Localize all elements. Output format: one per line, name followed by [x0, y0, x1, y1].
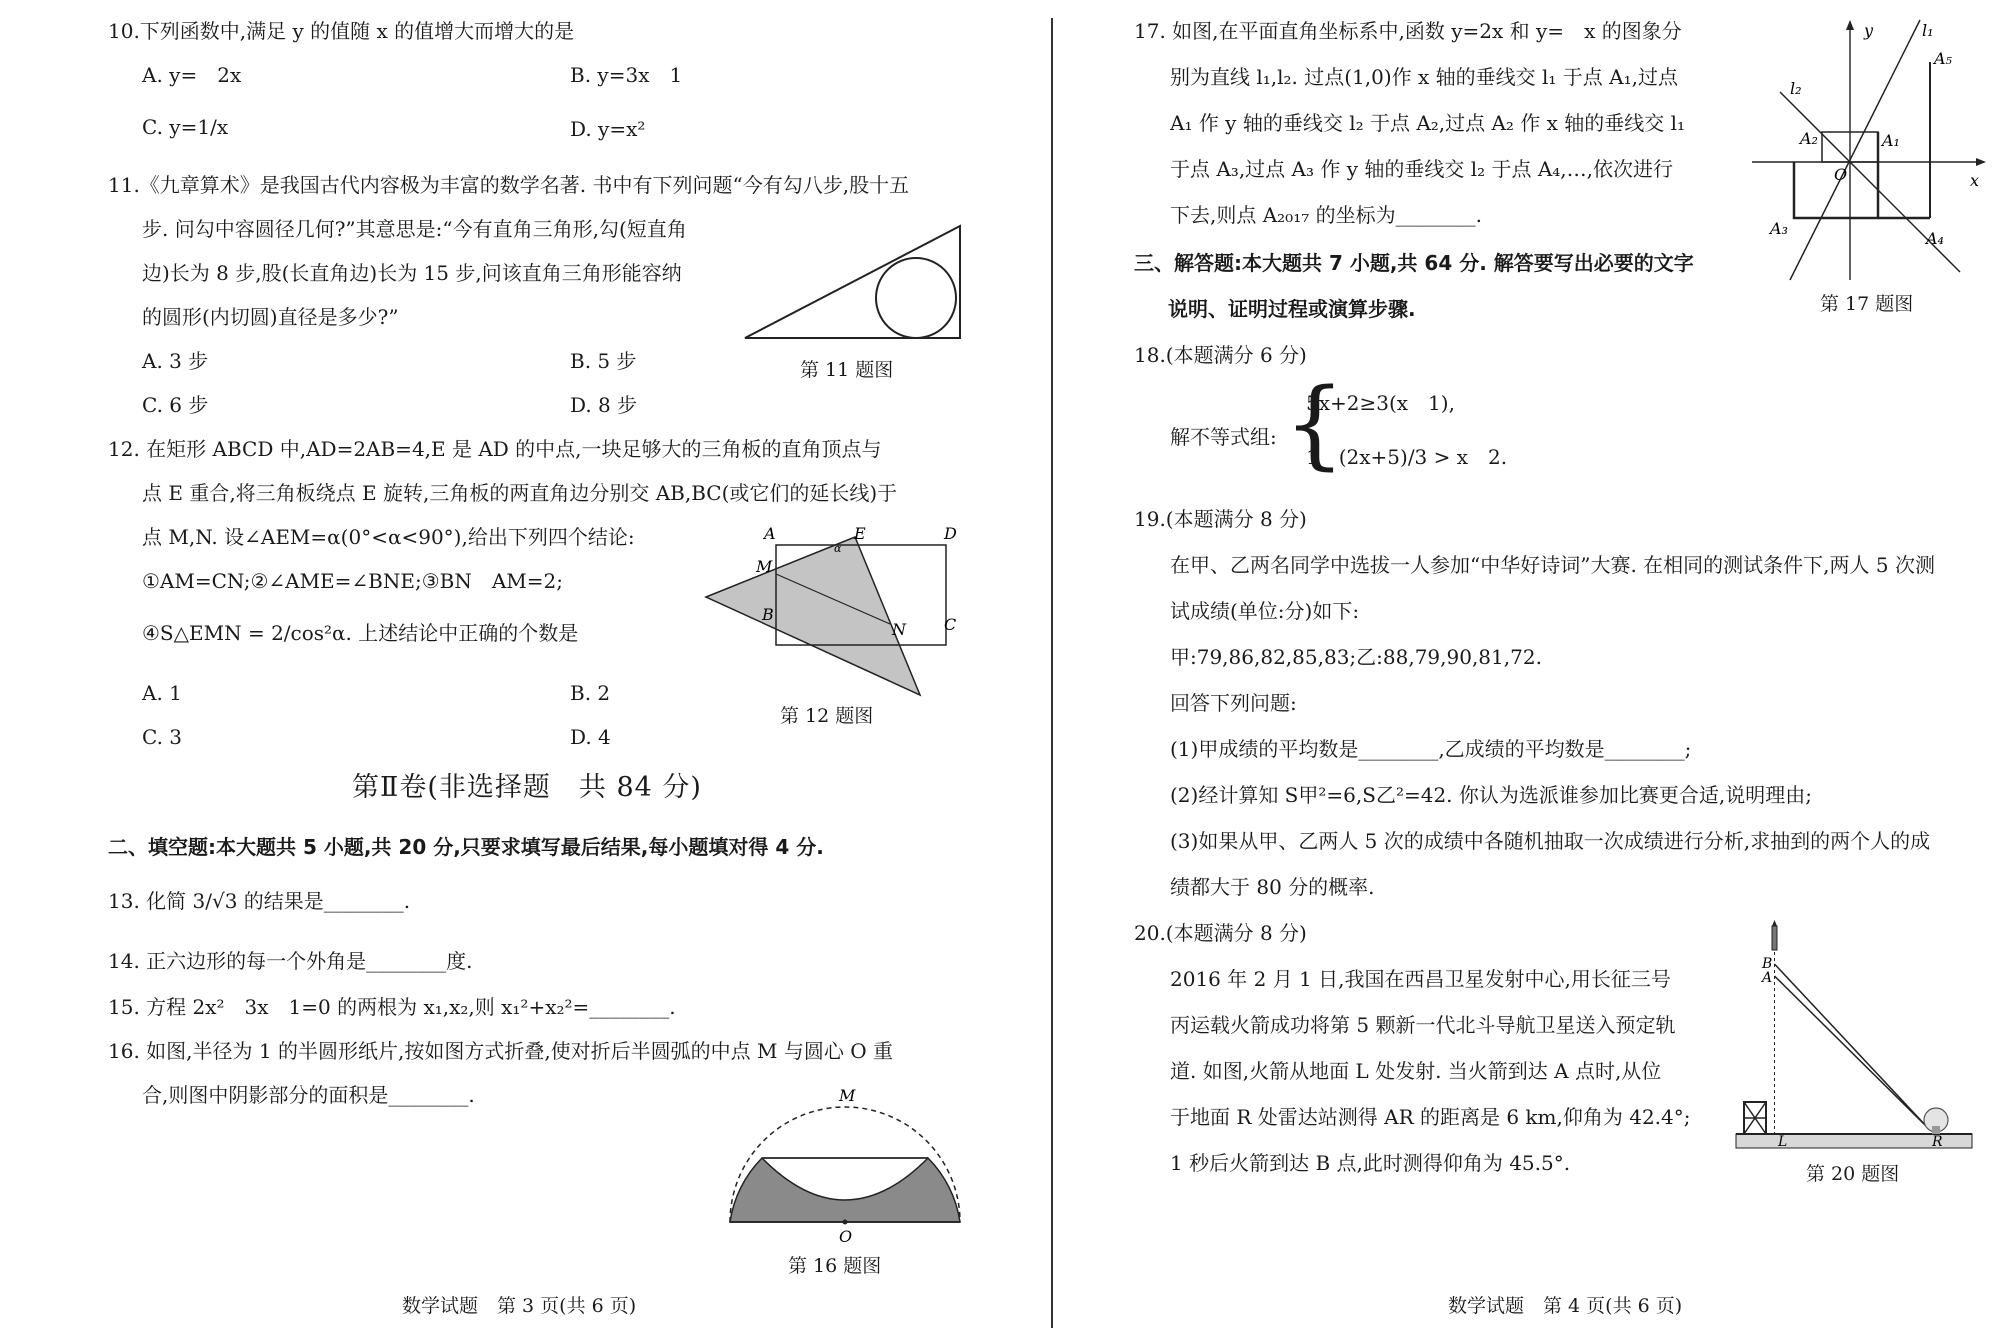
q10-option-a: A. y= 2x	[142, 63, 242, 87]
q16-figure	[720, 1084, 970, 1244]
q17-label-a2: A₂	[1800, 129, 1818, 148]
q18-inequality-1: 5x+2≥3(x 1),	[1306, 391, 1455, 415]
q10-stem: 10.下列函数中,满足 y 的值随 x 的值增大而增大的是	[108, 19, 575, 43]
q12-option-b: B. 2	[570, 681, 611, 705]
q19-line4: 回答下列问题:	[1170, 691, 1297, 715]
q12-label-b: B	[762, 605, 774, 624]
q12-option-a: A. 1	[142, 681, 182, 705]
q12-line2: 点 E 重合,将三角板绕点 E 旋转,三角板的两直角边分别交 AB,BC(或它们的延长线)于	[142, 481, 898, 505]
solve-header-line1: 三、解答题:本大题共 7 小题,共 64 分. 解答要写出必要的文字	[1134, 251, 1694, 275]
fill-in-header: 二、填空题:本大题共 5 小题,共 20 分,只要求填写最后结果,每小题填对得 4 分.	[108, 835, 824, 859]
q12-label-e: E	[854, 524, 866, 543]
q17-label-a3: A₃	[1770, 219, 1788, 238]
q17-line4: 于点 A₃,过点 A₃ 作 y 轴的垂线交 l₂ 于点 A₄,…,依次进行	[1170, 157, 1674, 181]
q13: 13. 化简 3/√3 的结果是________.	[108, 889, 411, 913]
q16-caption: 第 16 题图	[788, 1255, 882, 1277]
q17-label-l2: l₂	[1790, 79, 1802, 98]
q20-label-r: R	[1932, 1134, 1943, 1150]
q12-option-d: D. 4	[570, 725, 611, 749]
q11-figure	[740, 222, 965, 344]
q12-label-n: N	[892, 620, 906, 639]
q19-line3: 甲:79,86,82,85,83;乙:88,79,90,81,72.	[1170, 645, 1542, 669]
q18-lead: 解不等式组:	[1170, 425, 1277, 449]
q17-line5: 下去,则点 A₂₀₁₇ 的坐标为________.	[1170, 203, 1482, 227]
q12-line4: ①AM=CN;②∠AME=∠BNE;③BN AM=2;	[142, 569, 563, 593]
q17-label-a4: A₄	[1926, 229, 1944, 248]
q20-line4: 于地面 R 处雷达站测得 AR 的距离是 6 km,仰角为 42.4°;	[1170, 1105, 1691, 1129]
q19-line7: (3)如果从甲、乙两人 5 次的成绩中各随机抽取一次成绩进行分析,求抽到的两个人的成	[1170, 829, 1931, 853]
q20-label-l: L	[1778, 1134, 1788, 1150]
q17-line2: 别为直线 l₁,l₂. 过点(1,0)作 x 轴的垂线交 l₁ 于点 A₁,过点	[1170, 65, 1678, 89]
q12-label-d: D	[944, 524, 957, 543]
q20-head: 20.(本题满分 8 分)	[1134, 921, 1307, 945]
q11-option-c: C. 6 步	[142, 393, 209, 417]
q17-line3: A₁ 作 y 轴的垂线交 l₂ 于点 A₂,过点 A₂ 作 x 轴的垂线交 l₁	[1170, 111, 1686, 135]
q11-option-a: A. 3 步	[142, 349, 209, 373]
q17-label-y: y	[1864, 21, 1874, 40]
page-footer-right: 数学试题 第 4 页(共 6 页)	[1448, 1295, 1683, 1317]
q12-line1: 12. 在矩形 ABCD 中,AD=2AB=4,E 是 AD 的中点,一块足够大的三角板的直角顶点与	[108, 437, 882, 461]
q17-label-o: O	[1834, 165, 1848, 184]
q14: 14. 正六边形的每一个外角是________度.	[108, 949, 473, 973]
q11-option-b: B. 5 步	[570, 349, 637, 373]
q11-line3: 边)长为 8 步,股(长直角边)长为 15 步,问该直角三角形能容纳	[142, 261, 682, 285]
q19-line5: (1)甲成绩的平均数是________,乙成绩的平均数是________;	[1170, 737, 1692, 761]
q16-line1: 16. 如图,半径为 1 的半圆形纸片,按如图方式折叠,使对折后半圆弧的中点 M 与圆心 O 重	[108, 1039, 893, 1063]
q12-figure	[700, 520, 970, 700]
q19-line1: 在甲、乙两名同学中选拔一人参加“中华好诗词”大赛. 在相同的测试条件下,两人 5 次测	[1170, 553, 1935, 577]
q12-label-a: A	[764, 524, 776, 543]
q19-head: 19.(本题满分 8 分)	[1134, 507, 1307, 531]
q11-line1: 11.《九章算术》是我国古代内容极为丰富的数学名著. 书中有下列问题“今有勾八步,股十五	[108, 173, 910, 197]
q17-label-a5: A₅	[1934, 49, 1952, 68]
solve-header-line2: 说明、证明过程或演算步骤.	[1168, 297, 1416, 321]
q10-option-b: B. y=3x 1	[570, 63, 683, 87]
q12-label-m: M	[756, 557, 773, 576]
q16-line2: 合,则图中阴影部分的面积是________.	[142, 1083, 475, 1107]
q20-caption: 第 20 题图	[1806, 1163, 1900, 1185]
q12-label-c: C	[944, 615, 957, 634]
q17-label-l1: l₁	[1922, 21, 1934, 40]
q17-label-x: x	[1970, 171, 1980, 190]
q16-label-m: M	[839, 1086, 856, 1105]
page-footer-left: 数学试题 第 3 页(共 6 页)	[402, 1295, 637, 1317]
q20-line3: 道. 如图,火箭从地面 L 处发射. 当火箭到达 A 点时,从位	[1170, 1059, 1662, 1083]
q10-option-d: D. y=x²	[570, 117, 646, 141]
q19-line6: (2)经计算知 S甲²=6,S乙²=42. 你认为选派谁参加比赛更合适,说明理由;	[1170, 783, 1812, 807]
q18-brace: {	[1284, 368, 1346, 480]
q11-caption: 第 11 题图	[800, 359, 894, 381]
q18-inequality-2: 1 (2x+5)/3 > x 2.	[1306, 445, 1508, 469]
q20-line2: 丙运载火箭成功将第 5 颗新一代北斗导航卫星送入预定轨	[1170, 1013, 1676, 1037]
q20-line5: 1 秒后火箭到达 B 点,此时测得仰角为 45.5°.	[1170, 1151, 1571, 1175]
q11-line4: 的圆形(内切圆)直径是多少?”	[142, 305, 399, 329]
q17-figure	[1750, 18, 1990, 283]
q10-option-c: C. y=1/x	[142, 115, 229, 139]
q12-option-c: C. 3	[142, 725, 183, 749]
q19-line2: 试成绩(单位:分)如下:	[1170, 599, 1360, 623]
q15: 15. 方程 2x² 3x 1=0 的两根为 x₁,x₂,则 x₁²+x₂²=________.	[108, 995, 676, 1019]
q17-caption: 第 17 题图	[1820, 293, 1914, 315]
q20-label-a: A	[1762, 970, 1773, 986]
q20-figure	[1736, 920, 1976, 1150]
q11-option-d: D. 8 步	[570, 393, 638, 417]
q17-label-a1: A₁	[1882, 131, 1900, 150]
q12-caption: 第 12 题图	[780, 705, 874, 727]
q12-line3: 点 M,N. 设∠AEM=α(0°<α<90°),给出下列四个结论:	[142, 525, 635, 549]
q16-label-o: O	[839, 1227, 853, 1246]
q18-head: 18.(本题满分 6 分)	[1134, 343, 1307, 367]
q20-label-b: B	[1762, 956, 1773, 972]
q11-line2: 步. 问勾中容圆径几何?”其意思是:“今有直角三角形,勾(短直角	[142, 217, 687, 241]
q12-label-alpha: α	[834, 542, 842, 555]
q12-line5: ④S△EMN = 2/cos²α. 上述结论中正确的个数是	[142, 621, 579, 645]
q20-line1: 2016 年 2 月 1 日,我国在西昌卫星发射中心,用长征三号	[1170, 967, 1671, 991]
section2-title: 第Ⅱ卷(非选择题 共 84 分)	[352, 772, 702, 803]
q17-line1: 17. 如图,在平面直角坐标系中,函数 y=2x 和 y= x 的图象分	[1134, 19, 1682, 43]
q19-line8: 绩都大于 80 分的概率.	[1170, 875, 1375, 899]
page-divider	[1051, 18, 1053, 1328]
